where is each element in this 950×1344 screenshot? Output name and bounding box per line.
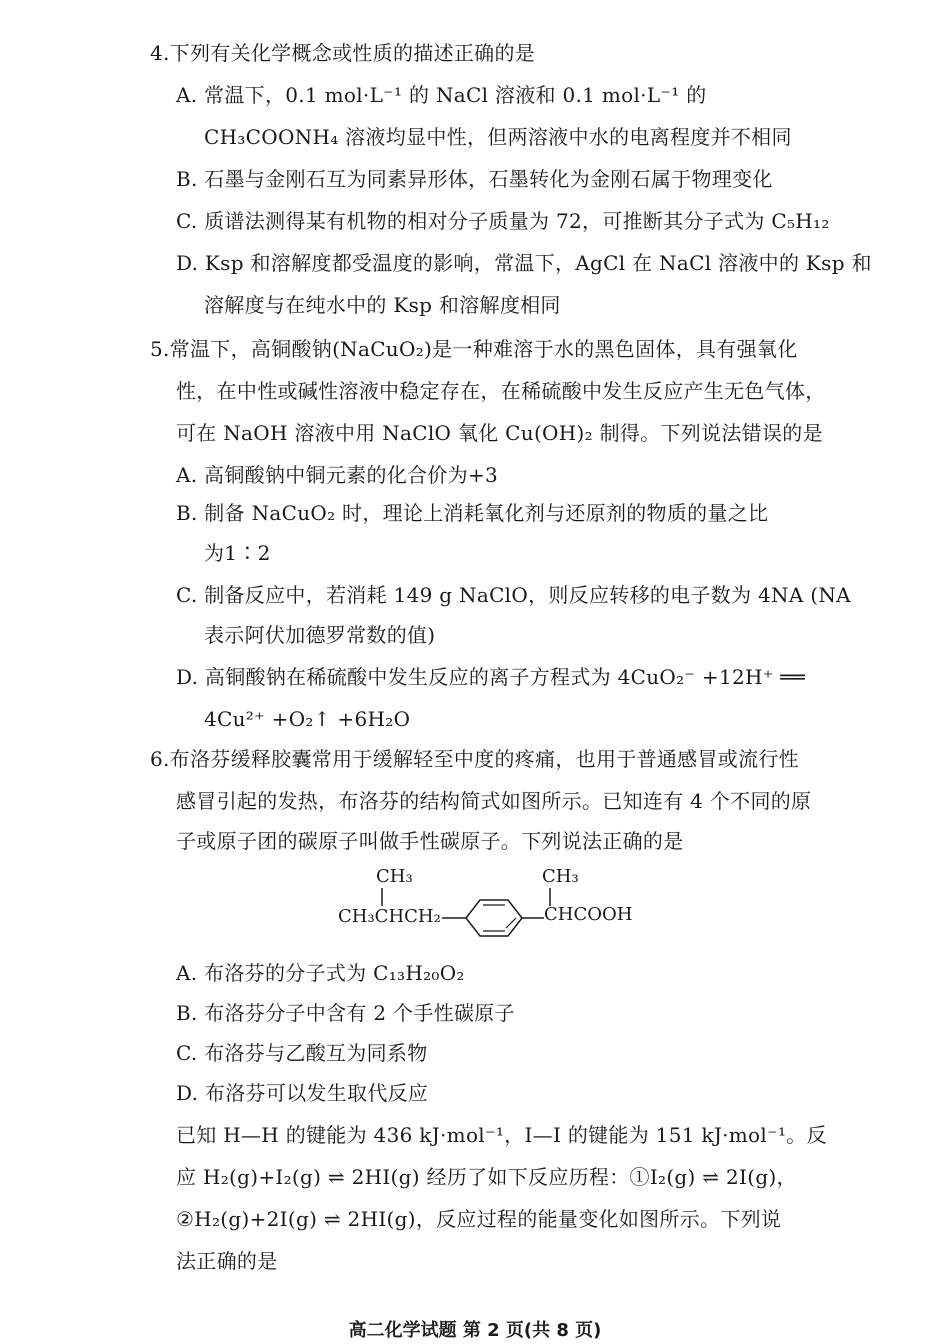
q7-stem-line2: 应 H₂(g)+I₂(g) ⇌ 2HI(g) 经历了如下反应历程：①I₂(g) ⇌ 2I(g)， (176, 1165, 797, 1189)
structure-left-chain: CH₃CHCH₂ (338, 906, 441, 927)
q6-option-a: A. 布洛芬的分子式为 C₁₃H₂₀O₂ (176, 961, 465, 985)
q6-stem-line3: 子或原子团的碳原子叫做手性碳原子。下列说法正确的是 (176, 829, 684, 853)
q4-option-c: C. 质谱法测得某有机物的相对分子质量为 72，可推断其分子式为 C₅H₁₂ (176, 209, 830, 233)
q6-option-d: D. 布洛芬可以发生取代反应 (176, 1081, 429, 1105)
q5-stem-line3: 可在 NaOH 溶液中用 NaClO 氧化 Cu(OH)₂ 制得。下列说法错误的是 (176, 421, 823, 445)
q5-option-d-line2: 4Cu²⁺ +O₂↑ +6H₂O (204, 707, 411, 731)
q5-stem-line1: 5.常温下，高铜酸钠(NaCuO₂)是一种难溶于水的黑色固体，具有强氧化 (150, 337, 798, 361)
q6-option-c: C. 布洛芬与乙酸互为同系物 (176, 1041, 428, 1065)
page-footer: 高二化学试题 第 2 页(共 8 页) (348, 1320, 602, 1341)
q5-option-c-line1: C. 制备反应中，若消耗 149 g NaClO，则反应转移的电子数为 4NA (NA (176, 583, 851, 607)
q5-option-b-line1: B. 制备 NaCuO₂ 时，理论上消耗氧化剂与还原剂的物质的量之比 (176, 501, 769, 525)
q7-stem-line4: 法正确的是 (176, 1249, 278, 1273)
q4-option-a-line2: CH₃COONH₄ 溶液均显中性，但两溶液中水的电离程度并不相同 (204, 125, 792, 149)
q5-option-d-line1: D. 高铜酸钠在稀硫酸中发生反应的离子方程式为 4CuO₂⁻ +12H⁺ ══ (176, 665, 805, 689)
q6-option-b: B. 布洛芬分子中含有 2 个手性碳原子 (176, 1001, 515, 1025)
q5-option-c-line2: 表示阿伏加德罗常数的值) (204, 623, 436, 647)
q5-option-a: A. 高铜酸钠中铜元素的化合价为+3 (176, 463, 499, 487)
q4-option-d-line1: D. Ksp 和溶解度都受温度的影响，常温下，AgCl 在 NaCl 溶液中的 Ksp 和 (176, 251, 872, 275)
q5-option-b-line2: 为1∶2 (204, 541, 271, 565)
structure-ch3-left: CH₃ (376, 866, 413, 887)
q6-stem-line1: 6.布洛芬缓释胶囊常用于缓解轻至中度的疼痛，也用于普通感冒或流行性 (150, 747, 799, 771)
q4-option-d-line2: 溶解度与在纯水中的 Ksp 和溶解度相同 (204, 293, 561, 317)
q6-stem-line2: 感冒引起的发热，布洛芬的结构简式如图所示。已知连有 4 个不同的原 (176, 789, 812, 813)
structure-ch3-right: CH₃ (542, 866, 579, 887)
benzene-ring-svg (330, 862, 650, 952)
ibuprofen-structure (330, 862, 650, 952)
q7-stem-line1: 已知 H—H 的键能为 436 kJ·mol⁻¹，I—I 的键能为 151 kJ·mol⁻¹。反 (176, 1123, 827, 1147)
q4-option-a-line1: A. 常温下，0.1 mol·L⁻¹ 的 NaCl 溶液和 0.1 mol·L⁻¹ 的 (176, 83, 707, 107)
q4-option-b: B. 石墨与金刚石互为同素异形体，石墨转化为金刚石属于物理变化 (176, 167, 773, 191)
q4-stem: 4.下列有关化学概念或性质的描述正确的是 (150, 41, 536, 65)
q7-stem-line3: ②H₂(g)+2I(g) ⇌ 2HI(g)，反应过程的能量变化如图所示。下列说 (176, 1207, 782, 1231)
structure-right-chain: CHCOOH (544, 904, 633, 925)
q5-stem-line2: 性，在中性或碱性溶液中稳定存在，在稀硫酸中发生反应产生无色气体， (176, 379, 826, 403)
